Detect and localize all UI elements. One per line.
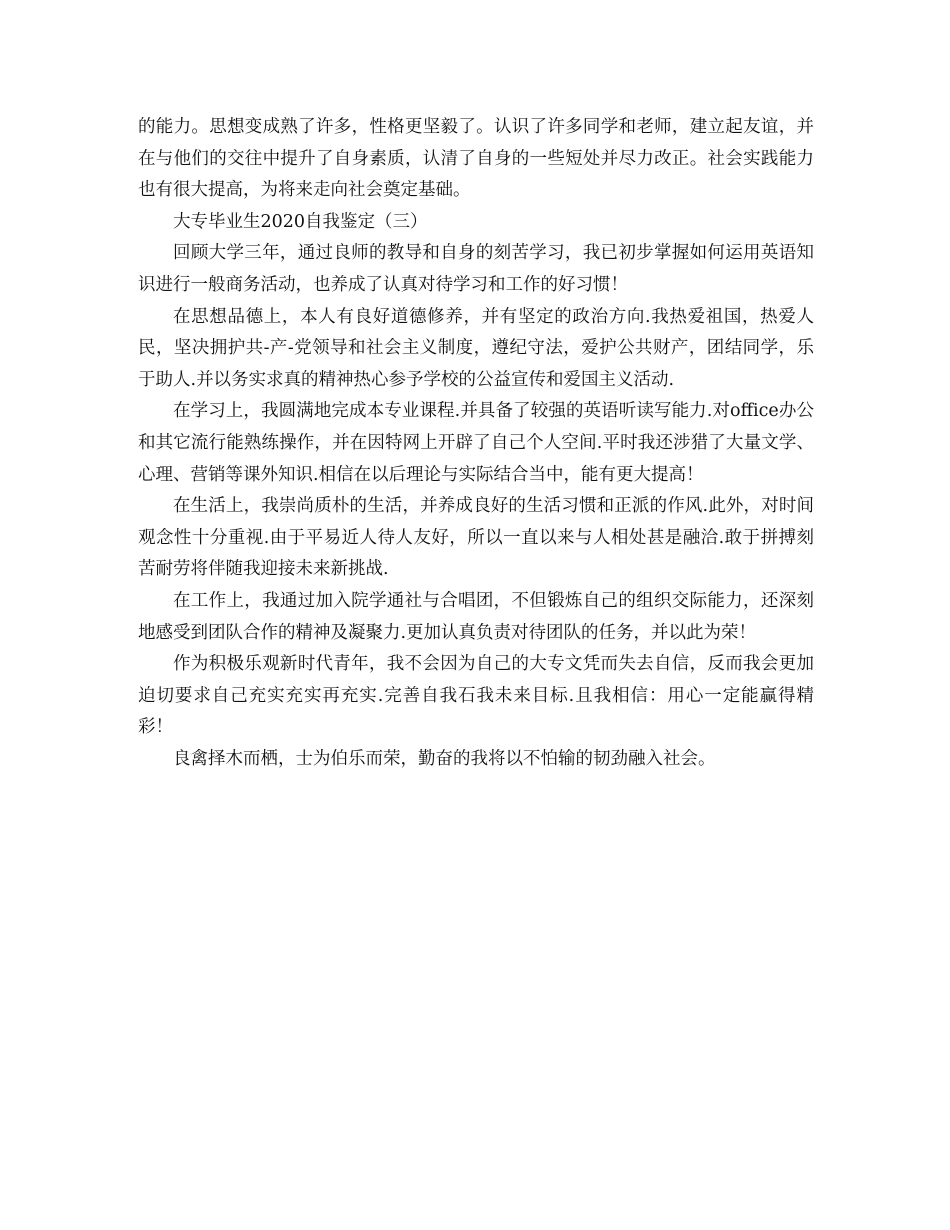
document-body [138,112,814,775]
paragraph-work: 在工作上，我通过加入院学通社与合唱团，不但锻炼自己的组织交际能力，还深刻地感受到团队合作的精神及凝聚力.更加认真负责对待团队的任务，并以此为荣！ [138,590,814,643]
paragraph-life: 在生活上，我崇尚质朴的生活，并养成良好的生活习惯和正派的作风.此外，对时间观念性十分重视.由于平易近人待人友好，所以一直以来与人相处甚是融洽.敢于拼搏刻苦耐劳将伴随我迎接未来新挑战. [138,496,814,580]
section-title: 大专毕业生2020自我鉴定（三） [173,211,428,232]
paragraph-intro: 回顾大学三年，通过良师的教导和自身的刻苦学习，我已初步掌握如何运用英语知识进行一般商务活动，也养成了认真对待学习和工作的好习惯！ [138,243,814,295]
paragraph-closing: 良禽择木而栖，士为伯乐而荣，勤奋的我将以不怕输的韧劲融入社会。 [173,748,716,769]
paragraph-self-improvement: 作为积极乐观新时代青年，我不会因为自己的大专文凭而失去自信，反而我会更加迫切要求自己充实充实再充实.完善自我石我未来目标.且我相信：用心一定能赢得精彩！ [138,654,814,738]
paragraph-morality: 在思想品德上，本人有良好道德修养，并有坚定的政治方向.我热爱祖国，热爱人民，坚决拥护共-产-党领导和社会主义制度，遵纪守法，爱护公共财产，团结同学，乐于助人.并以务实求真的精神热心参予学校的公益宣传和爱国主义活动. [138,306,814,390]
paragraph-study: 在学习上，我圆满地完成本专业课程.并具备了较强的英语听读写能力.对office办公和其它流行能熟练操作，并在因特网上开辟了自己个人空间.平时我还涉猎了大量文学、心理、营销等课外知识.相信在以后理论与实际结合当中，能有更大提高！ [138,401,814,485]
paragraph-continuation: 的能力。思想变成熟了许多，性格更坚毅了。认识了许多同学和老师，建立起友谊，并在与他们的交往中提升了自身素质，认清了自身的一些短处并尽力改正。社会实践能力也有很大提高，为将来走向社会奠定基础。 [138,117,814,201]
